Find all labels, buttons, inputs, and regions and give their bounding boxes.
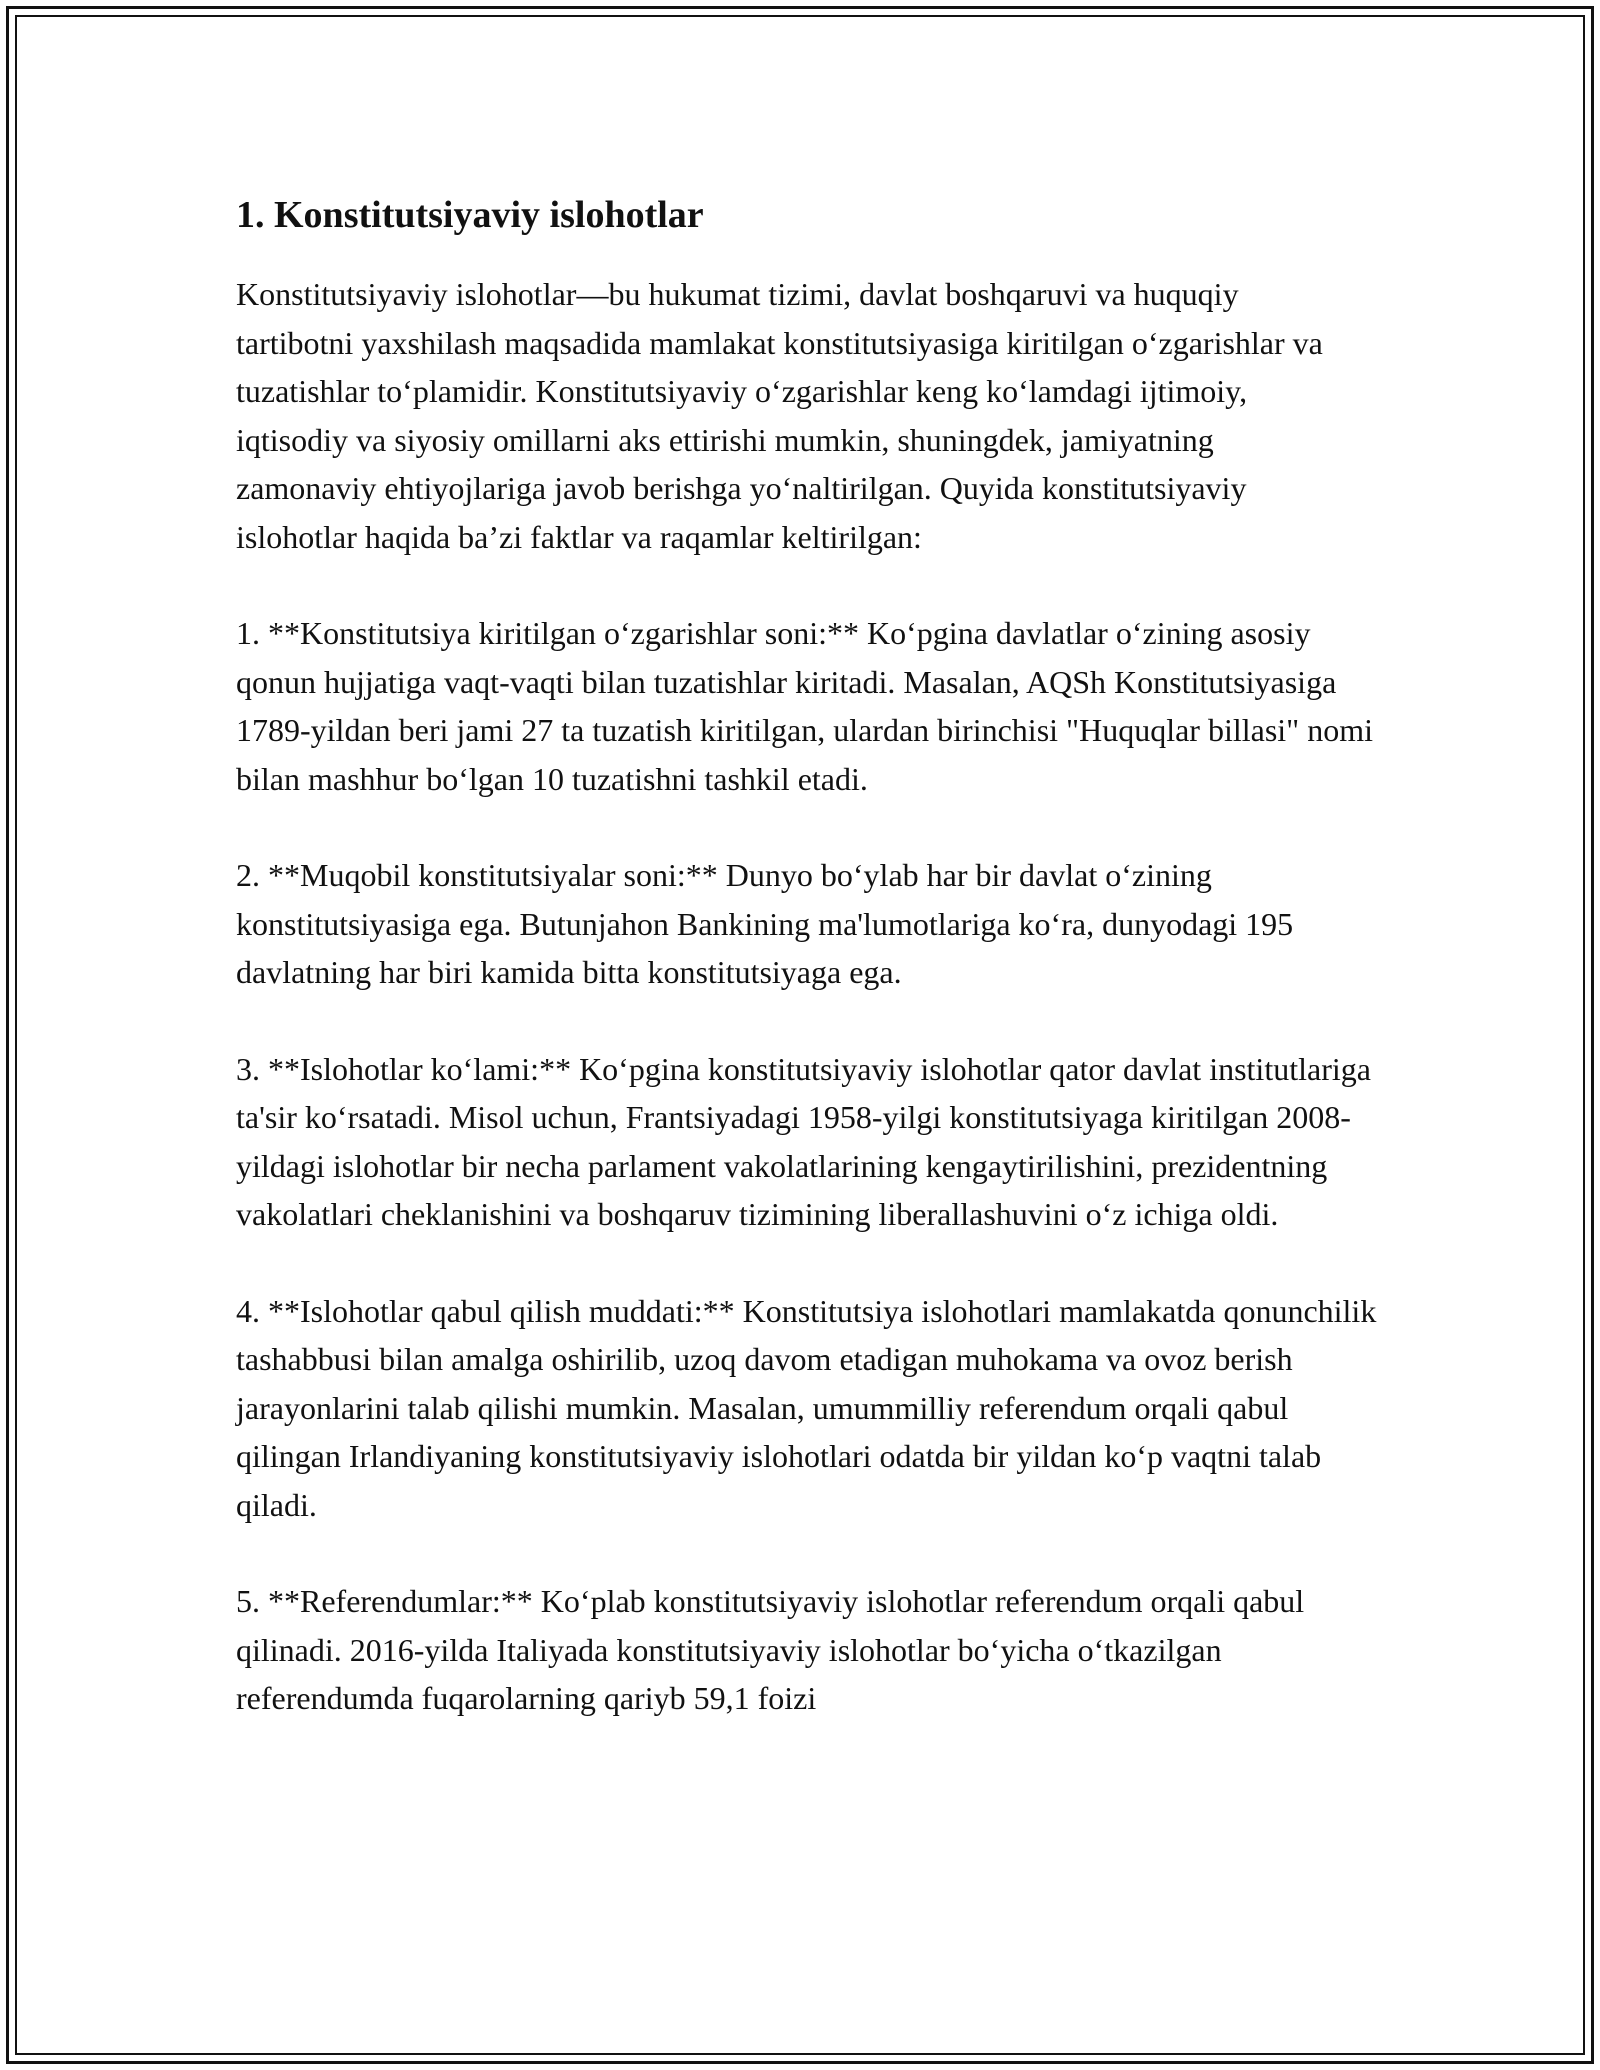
fact-paragraph-2: 2. **Muqobil konstitutsiyalar soni:** Dunyo boʻylab har bir davlat oʻzining konstitutsiyasiga ega. Butunjahon Bankining ma'lumotlariga koʻra, dunyodagi 195 davlatning har biri kamida bitta konstitutsiyaga ega. xyxy=(236,857,1294,990)
document-body xyxy=(236,190,1386,1771)
section-heading: 1. Konstitutsiyaviy islohotlar xyxy=(236,194,704,236)
fact-paragraph-4: 4. **Islohotlar qabul qilish muddati:** Konstitutsiya islohotlari mamlakatda qonunchilik tashabbusi bilan amalga oshirilib, uzoq davom etadigan muhokama va ovoz berish jarayonlarini talab qilishi mumkin. Masalan, umummilliy referendum orqali qabul qilingan Irlandiyaning konstitutsiyaviy islohotlari odatda bir yildan koʻp vaqtni talab qiladi. xyxy=(236,1292,1377,1523)
intro-paragraph: Konstitutsiyaviy islohotlar—bu hukumat tizimi, davlat boshqaruvi va huquqiy tartibotni yaxshilash maqsadida mamlakat konstitutsiyasiga kiritilgan oʻzgarishlar va tuzatishlar toʻplamidir. Konstitutsiyaviy oʻzgarishlar keng koʻlamdagi ijtimoiy, iqtisodiy va siyosiy omillarni aks ettirishi mumkin, shuningdek, jamiyatning zamonaviy ehtiyojlariga javob berishga yoʻnaltirilgan. Quyida konstitutsiyaviy islohotlar haqida baʼzi faktlar va raqamlar keltirilgan: xyxy=(236,276,1323,555)
fact-paragraph-1: 1. **Konstitutsiya kiritilgan oʻzgarishlar soni:** Koʻpgina davlatlar oʻzining asosiy qonun hujjatiga vaqt-vaqti bilan tuzatishlar kiritadi. Masalan, AQSh Konstitutsiyasiga 1789-yildan beri jami 27 ta tuzatish kiritilgan, ulardan birinchisi "Huquqlar billasi" nomi bilan mashhur boʻlgan 10 tuzatishni tashkil etadi. xyxy=(236,615,1374,797)
fact-paragraph-3: 3. **Islohotlar koʻlami:** Koʻpgina konstitutsiyaviy islohotlar qator davlat institutlariga ta'sir koʻrsatadi. Misol uchun, Frantsiyadagi 1958-yilgi konstitutsiyaga kiritilgan 2008-yildagi islohotlar bir necha parlament vakolatlarining kengaytirilishini, prezidentning vakolatlari cheklanishini va boshqaruv tizimining liberallashuvini oʻz ichiga oldi. xyxy=(236,1050,1371,1232)
fact-paragraph-5: 5. **Referendumlar:** Koʻplab konstitutsiyaviy islohotlar referendum orqali qabul qilinadi. 2016-yilda Italiyada konstitutsiyaviy islohotlar boʻyicha oʻtkazilgan referendumda fuqarolarning qariyb 59,1 foizi xyxy=(236,1583,1305,1716)
